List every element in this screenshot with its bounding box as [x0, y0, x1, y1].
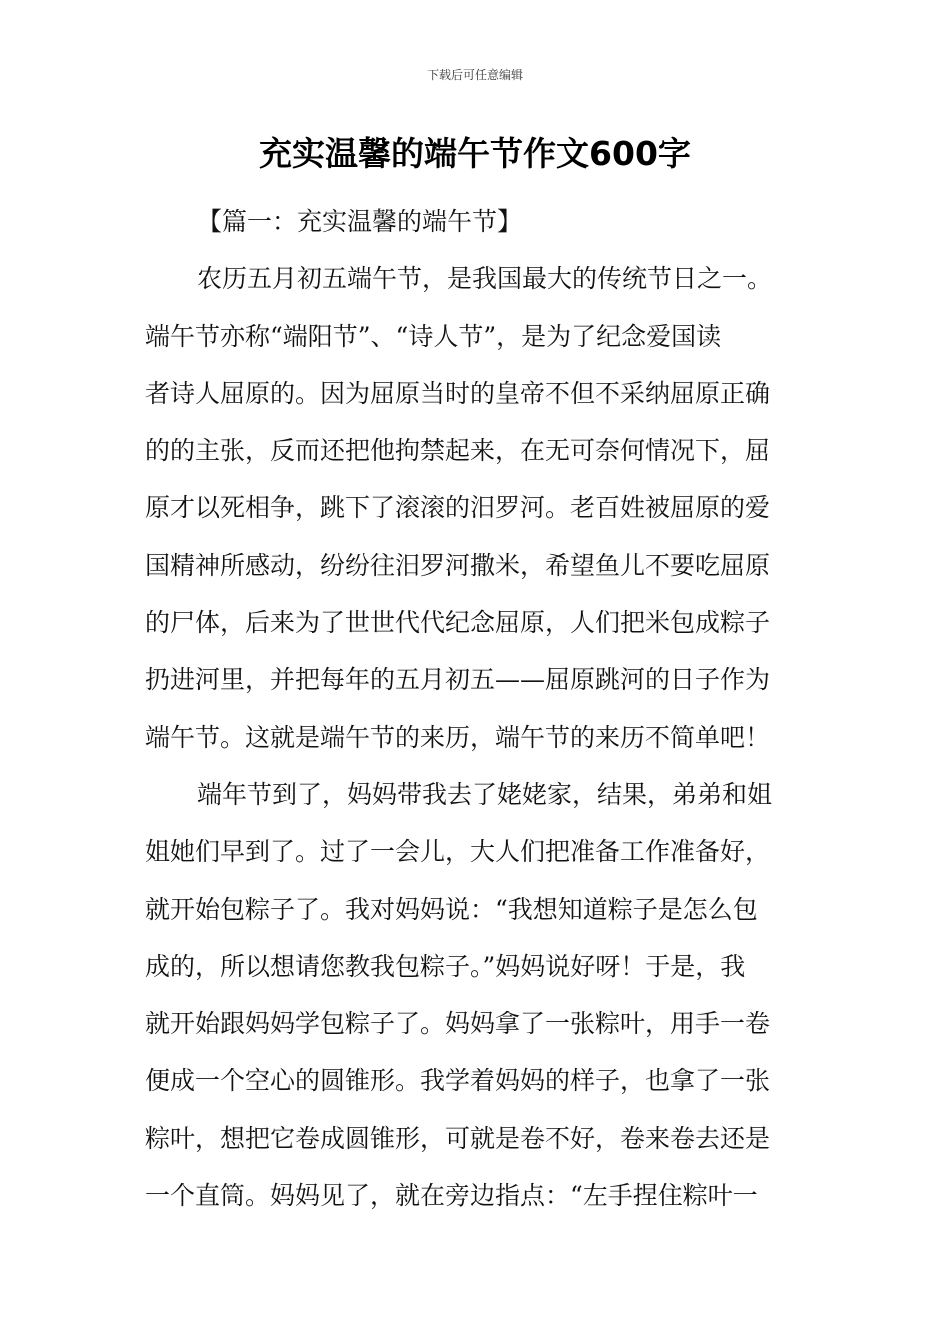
text-line: 的尸体，后来为了世世代代纪念屈原，人们把米包成粽子	[145, 608, 771, 638]
header-note: 下载后可任意编辑	[426, 68, 523, 82]
text-line: 就开始包粽子了。我对妈妈说：“我想知道粽子是怎么包	[145, 894, 758, 924]
text-line: 原才以死相争，跳下了滚滚的汨罗河。老百姓被屈原的爱	[145, 493, 771, 523]
text-line: 端年节到了，妈妈带我去了姥姥家，结果，弟弟和姐	[197, 779, 773, 809]
text-line: 一个直筒。妈妈见了，就在旁边指点：“左手捏住粽叶一	[145, 1181, 758, 1211]
text-line: 【篇一：充实温馨的端午节】	[197, 207, 523, 236]
article-body	[145, 193, 807, 1224]
text-line: 农历五月初五端午节，是我国最大的传统节日之一。	[197, 264, 773, 294]
text-line: 姐她们早到了。过了一会儿，大人们把准备工作准备好，	[145, 837, 771, 867]
text-line: 就开始跟妈妈学包粽子了。妈妈拿了一张粽叶，用手一卷	[145, 1009, 771, 1039]
text-line: 便成一个空心的圆锥形。我学着妈妈的样子，也拿了一张	[145, 1066, 771, 1096]
text-line: 国精神所感动，纷纷往汨罗河撒米，希望鱼儿不要吃屈原	[145, 550, 771, 580]
text-line: 的的主张，反而还把他拘禁起来，在无可奈何情况下，屈	[145, 436, 771, 466]
text-line: 端午节亦称“端阳节”、“诗人节”，是为了纪念爱国读	[145, 321, 722, 351]
text-line: 者诗人屈原的。因为屈原当时的皇帝不但不采纳屈原正确	[145, 378, 771, 408]
text-line: 扔进河里，并把每年的五月初五——屈原跳河的日子作为	[145, 665, 771, 695]
text-line: 粽叶，想把它卷成圆锥形，可就是卷不好，卷来卷去还是	[145, 1123, 771, 1153]
document-title: 充实温馨的端午节作文600字	[259, 134, 691, 173]
text-line: 成的，所以想请您教我包粽子。”妈妈说好呀！于是，我	[145, 951, 746, 981]
text-line: 端午节。这就是端午节的来历，端午节的来历不简单吧！	[145, 722, 771, 752]
